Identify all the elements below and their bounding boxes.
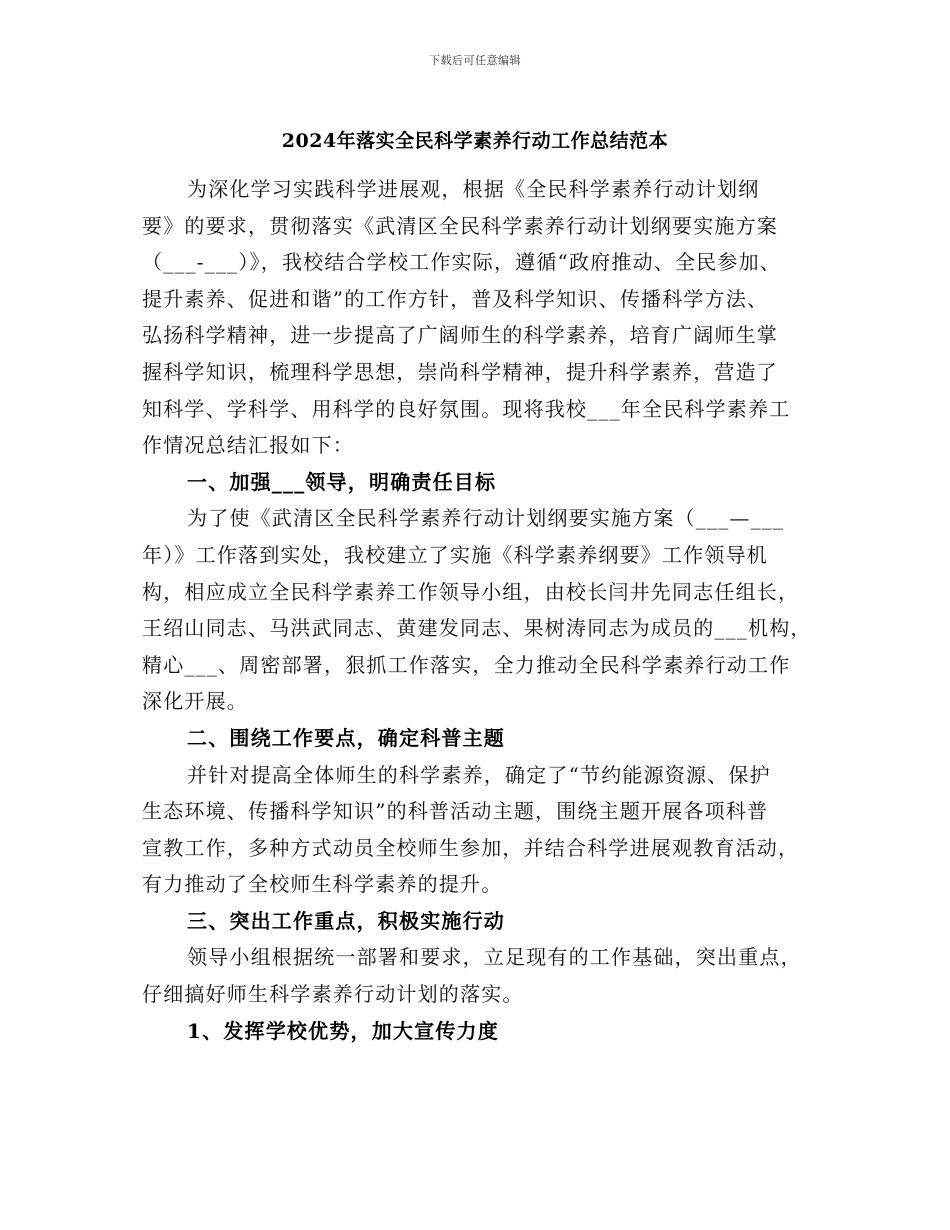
body-text-line: 宣教工作，多种方式动员全校师生参加，并结合科学进展观教育活动，: [142, 835, 800, 860]
section-heading: 一、加强___领导，明确责任目标: [187, 469, 497, 494]
body-text-line: 有力推动了全校师生科学素养的提升。: [142, 872, 503, 897]
section-heading: 1、发挥学校优势，加大宣传力度: [187, 1018, 499, 1043]
body-text-line: 王绍山同志、马洪武同志、黄建发同志、果树涛同志为成员的___机构，: [142, 616, 812, 641]
body-text-line: 作情况总结汇报如下：: [142, 433, 354, 458]
body-text-line: 领导小组根据统一部署和要求，立足现有的工作基础，突出重点，: [187, 945, 802, 970]
document-title: 2024年落实全民科学素养行动工作总结范本: [281, 130, 669, 152]
body-text-line: 精心___、周密部署，狠抓工作落实，全力推动全民科学素养行动工作: [142, 652, 791, 677]
body-text-line: 提升素养、促进和谐”的工作方针，普及科学知识、传播科学方法、: [142, 286, 769, 311]
section-heading: 三、突出工作重点，积极实施行动: [187, 908, 505, 933]
body-text-line: 年）》工作落到实处，我校建立了实施《科学素养纲要》工作领导机: [142, 542, 768, 567]
body-text-line: 构，相应成立全民科学素养工作领导小组，由校长闫井先同志任组长，: [142, 579, 800, 604]
body-text-line: 为深化学习实践科学进展观，根据《全民科学素养行动计划纲: [187, 177, 760, 201]
body-text-line: （___-___）》，我校结合学校工作实际，遵循“政府推动、全民参加、: [142, 250, 781, 275]
body-text-line: 弘扬科学精神，进一步提高了广阔师生的科学素养，培育广阔师生掌: [142, 323, 778, 348]
page-header: 下载后可任意编辑: [429, 54, 521, 67]
body-text-line: 握科学知识，梳理科学思想，崇尚科学精神，提升科学素养，营造了: [142, 359, 778, 384]
body-text-line: 要》的要求，贯彻落实《武清区全民科学素养行动计划纲要实施方案: [142, 213, 778, 238]
body-text-line: 知科学、学科学、用科学的良好氛围。现将我校___年全民科学素养工: [142, 396, 791, 421]
body-text-line: 生态环境、传播科学知识”的科普活动主题，围绕主题开展各项科普: [142, 799, 769, 824]
document-body: [142, 171, 828, 1049]
body-text-line: 仔细搞好师生科学素养行动计划的落实。: [142, 982, 524, 1007]
body-text-line: 并针对提高全体师生的科学素养，确定了“节约能源资源、保护: [187, 762, 771, 787]
body-text-line: 深化开展。: [142, 689, 248, 714]
section-heading: 二、围绕工作要点，确定科普主题: [187, 725, 505, 750]
body-text-line: 为了使《武清区全民科学素养行动计划纲要实施方案（___—___: [187, 506, 785, 531]
